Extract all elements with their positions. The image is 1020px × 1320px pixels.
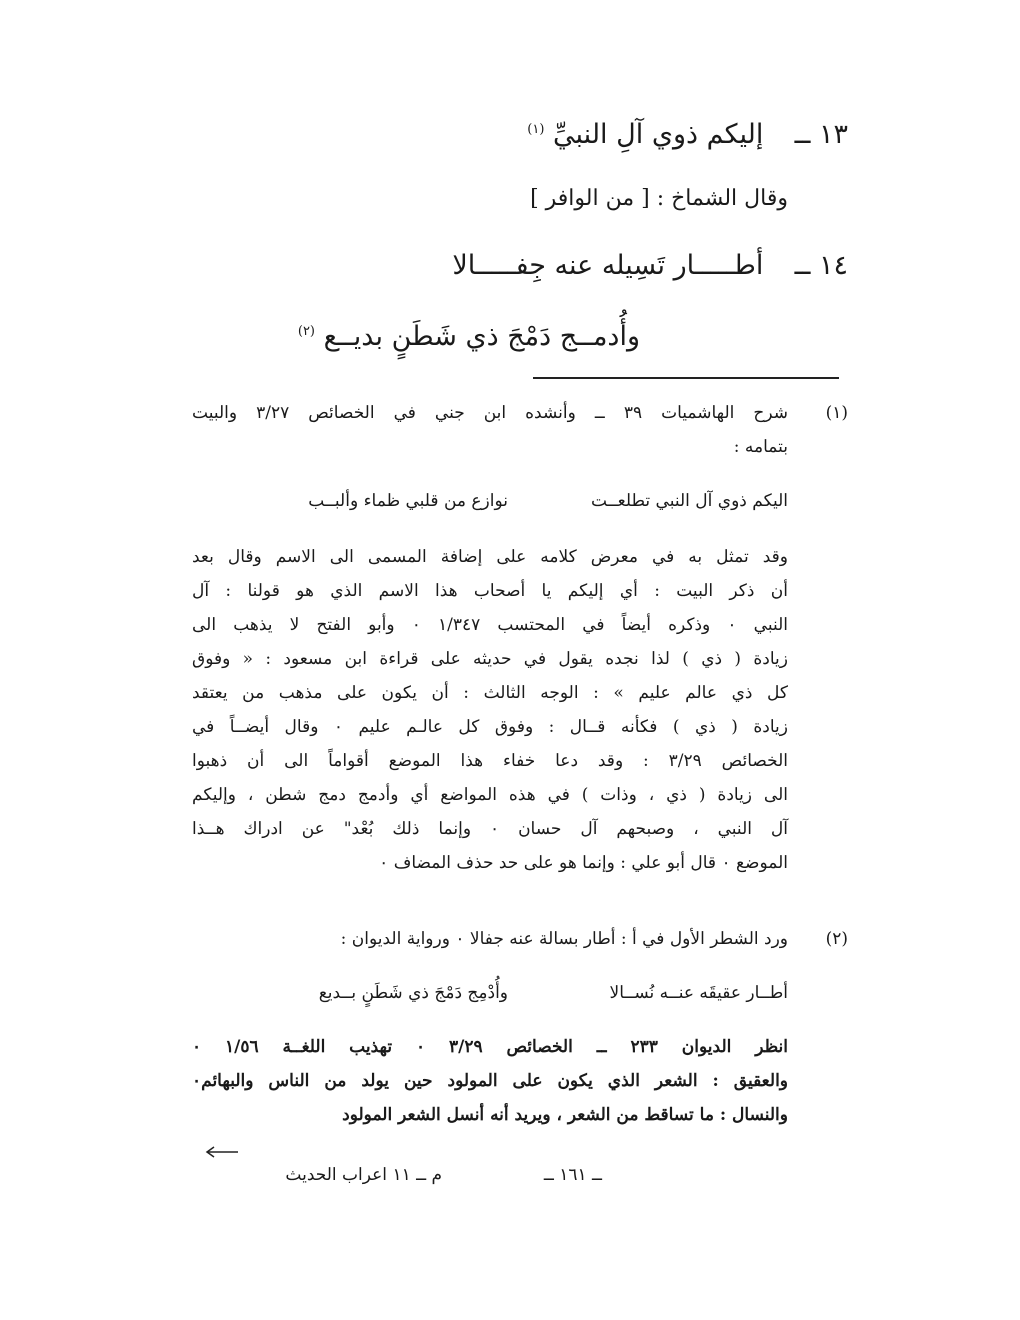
verse-14-note-ref: (٢)	[297, 324, 315, 339]
verse-13	[527, 110, 848, 155]
footnote-1-body-line: الى زيادة ( ذي ، وذات ) في هذه المواضع أي وأدمج دمج شطن ، وإليكم	[192, 785, 788, 805]
footnote-2-quoted-second: وأُدْمِج دَمْجَ ذي شَطَنٍ بــديع	[318, 983, 508, 1003]
footnote-1-opening	[192, 396, 788, 464]
signature-mark: م ــ ١١ اعراب الحديث	[285, 1165, 442, 1185]
meter-intro: وقال الشماخ : [ من الوافر ]	[530, 186, 788, 211]
footnote-2-number: (٢)	[825, 929, 848, 949]
page-number: ــ ١٦١ ــ	[543, 1165, 602, 1185]
footnote-1-body-line: النبي ٠ وذكره أيضاً في المحتسب ١/٣٤٧ ٠ وأبو الفتح لا يذهب الى	[192, 615, 788, 635]
verse-14-line-2	[298, 312, 640, 357]
verse-14-first-hemistich: أطـــــار تَسِيله عنه جِفـــــالا	[452, 250, 764, 281]
continuation-arrow-icon	[204, 1145, 240, 1159]
verse-13-text: إليكم ذوي آلِ النبيِّ	[553, 119, 764, 150]
footnote-2-opening	[192, 922, 788, 956]
footnote-1-quoted-first: اليكم ذوي آل النبي تطلعــت	[590, 491, 788, 511]
footnote-1-line: شرح الهاشميات ٣٩ ــ وأنشده ابن جني في الخصائص ٣/٢٧ والبيت	[192, 403, 789, 423]
footnote-1-quoted-second: نوازع من قلبي ظماء وألبــب	[308, 491, 508, 511]
verse-14-line-1	[452, 246, 848, 286]
footnote-2-body-line: والعقيق : الشعر الذي يكون على المولود حين يولد من الناس والبهائم٠	[192, 1071, 788, 1091]
footnote-divider	[533, 377, 839, 379]
verse-14-second-hemistich: وأُدمــج دَمْجَ ذي شَطَنٍ بديــع	[323, 321, 640, 352]
footnote-2-body-line: انظر الديوان ٢٣٣ ــ الخصائص ٣/٢٩ ٠ تهذيب اللغــة ١/٥٦ ٠	[192, 1037, 789, 1057]
footnote-1-body-line: الموضع ٠ قال أبو علي : وإنما هو على حد حذف المضاف ٠	[379, 853, 788, 873]
footnote-1-body-line: كل ذي عالم عليم » : الوجه الثالث : أن يكون على مذهب من يعتقد	[192, 683, 788, 703]
footnote-1-line: بتمامه :	[733, 437, 788, 457]
verse-13-number: ١٣ ــ	[794, 119, 848, 150]
footnote-2-quoted-first: أطــار عقيقَه عنــه نُســالا	[609, 983, 788, 1003]
footnote-2-line: ورد الشطر الأول في أ : أطار بسالة عنه جفالا ٠ ورواية الديوان :	[340, 929, 788, 949]
footnote-1-body-line: آل النبي ، وصبحهم آل حسان ٠ وإنما ذلك بُعْد" عن ادراك هــذا	[192, 819, 788, 839]
footnote-2-body	[192, 1030, 788, 1132]
footnote-1-body-line: زيادة ( ذي ) فكأنه قــال : وفوق كل عالـم عليم ٠ وقال أيضــاً في	[192, 717, 789, 737]
footnote-1-body-line: أن ذكر البيت : أي إليكم يا أصحاب هذا الاسم الذي هو قولنا : آل	[192, 581, 788, 601]
footnote-1-body-line: الخصائص ٣/٢٩ : وقد دعا خفاء هذا الموضع أقواماً الى أن ذهبوا	[192, 751, 788, 771]
footnote-1-body-line: زيادة ( ذي ) لذا نجده يقول في حديثه على قراءة ابن مسعود : « وفوق	[192, 649, 788, 669]
verse-13-note-ref: (١)	[527, 122, 545, 137]
verse-14-number: ١٤ ــ	[794, 250, 848, 281]
footnote-1-body-line: وقد تمثل به في معرض كلامه على إضافة المسمى الى الاسم وقال بعد	[192, 547, 788, 567]
footnote-1-body	[192, 540, 788, 880]
footnote-1-number: (١)	[825, 403, 848, 423]
footnote-2-body-line: والنسال : ما تساقط من الشعر ، ويريد أنه أنسل الشعر المولود	[342, 1105, 788, 1125]
